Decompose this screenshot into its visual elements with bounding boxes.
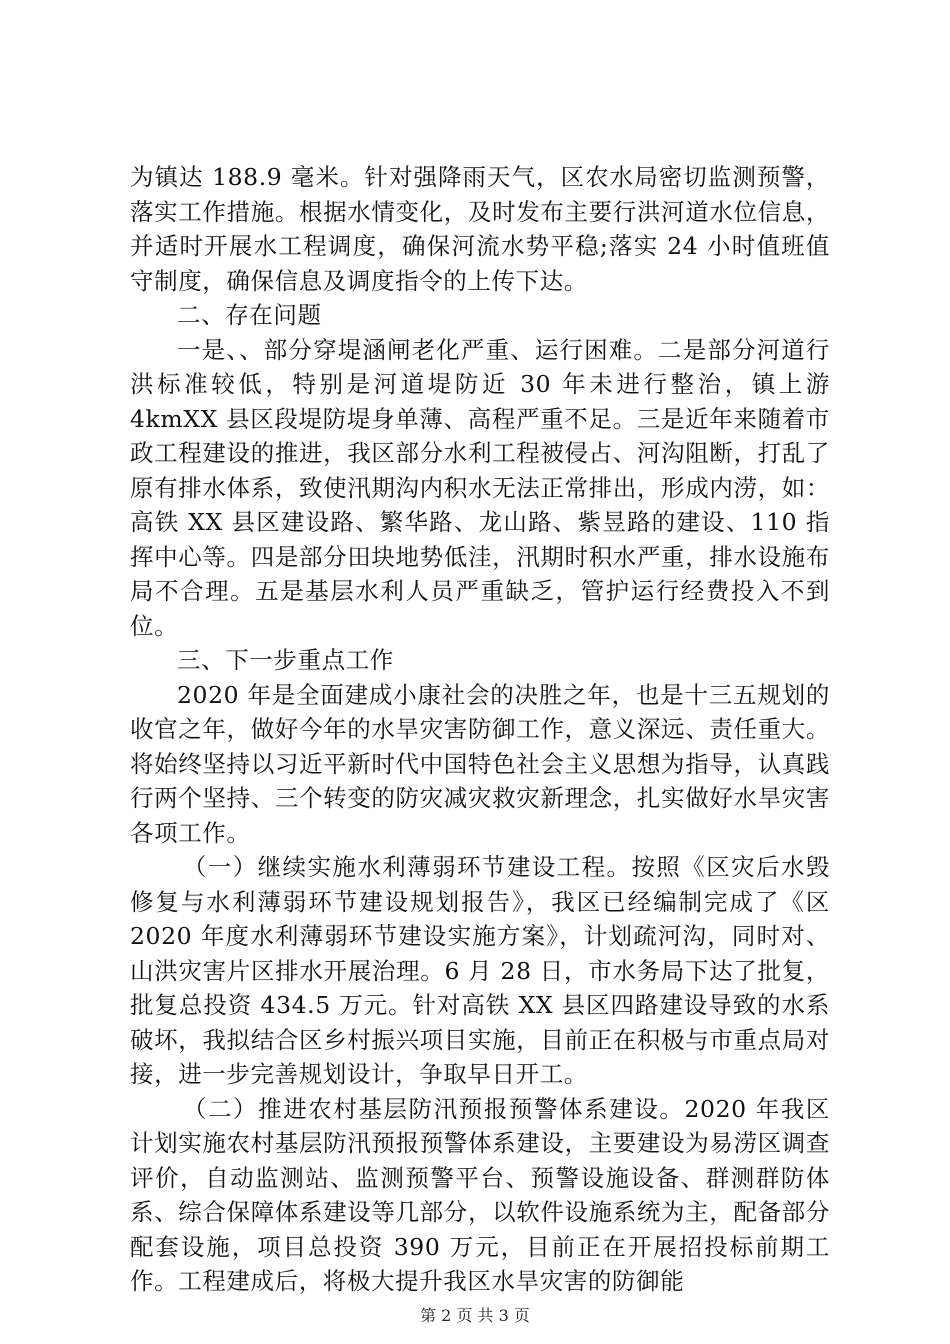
- paragraph-rainfall-response: 为镇达 188.9 毫米。针对强降雨天气，区农水局密切监测预警，落实工作措施。根据水情变化，及时发布主要行洪河道水位信息，并适时开展水工程调度，确保河流水势平稳;落实 24 小时值班值守制度，确保信息及调度指令的上传下达。: [130, 163, 830, 295]
- section-heading-next-steps: 三、下一步重点工作: [177, 646, 394, 674]
- paragraph-item-one: （一）继续实施水利薄弱环节建设工程。按照《区灾后水毁修复与水利薄弱环节建设规划报告》，我区已经编制完成了《区 2020 年度水利薄弱环节建设实施方案》，计划疏河沟，同时对、山洪灾害片区排水开展治理。6 月 28 日，市水务局下达了批复，批复总投资 434.5 万元。针对高铁 XX 县区四路建设导致的水系破坏，我拟结合区乡村振兴项目实施，目前正在积极与市重点局对接，进一步完善规划设计，争取早日开工。: [130, 853, 830, 1088]
- paragraph-item-two: （二）推进农村基层防汛预报预警体系建设。2020 年我区计划实施农村基层防汛预报预警体系建设，主要建设为易涝区调查评价，自动监测站、监测预警平台、预警设施设备、群测群防体系、综合保障体系建设等几部分，以软件设施系统为主，配备部分配套设施，项目总投资 390 万元，目前正在开展招投标前期工作。工程建成后，将极大提升我区水旱灾害的防御能: [130, 1094, 830, 1295]
- document-body: [130, 160, 830, 1299]
- section-heading-problems: 二、存在问题: [177, 301, 322, 329]
- paragraph-next-steps-intro: 2020 年是全面建成小康社会的决胜之年，也是十三五规划的收官之年，做好今年的水旱灾害防御工作，意义深远、责任重大。将始终坚持以习近平新时代中国特色社会主义思想为指导，认真践行两个坚持、三个转变的防灾减灾救灾新理念，扎实做好水旱灾害各项工作。: [130, 680, 830, 847]
- page-footer: 第 2 页 共 3 页: [420, 1306, 530, 1325]
- paragraph-problems: 一是、、部分穿堤涵闸老化严重、运行困难。二是部分河道行洪标准较低，特别是河道堤防近 30 年未进行整治，镇上游 4kmXX 县区段堤防堤身单薄、高程严重不足。三是近年来随着市政工程建设的推进，我区部分水利工程被侵占、河沟阻断，打乱了原有排水体系，致使汛期沟内积水无法正常排出，形成内涝，如：高铁 XX 县区建设路、繁华路、龙山路、紫昱路的建设、110 指挥中心等。四是部分田块地势低洼，汛期时积水严重，排水设施布局不合理。五是基层水利人员严重缺乏，管护运行经费投入不到位。: [130, 335, 830, 640]
